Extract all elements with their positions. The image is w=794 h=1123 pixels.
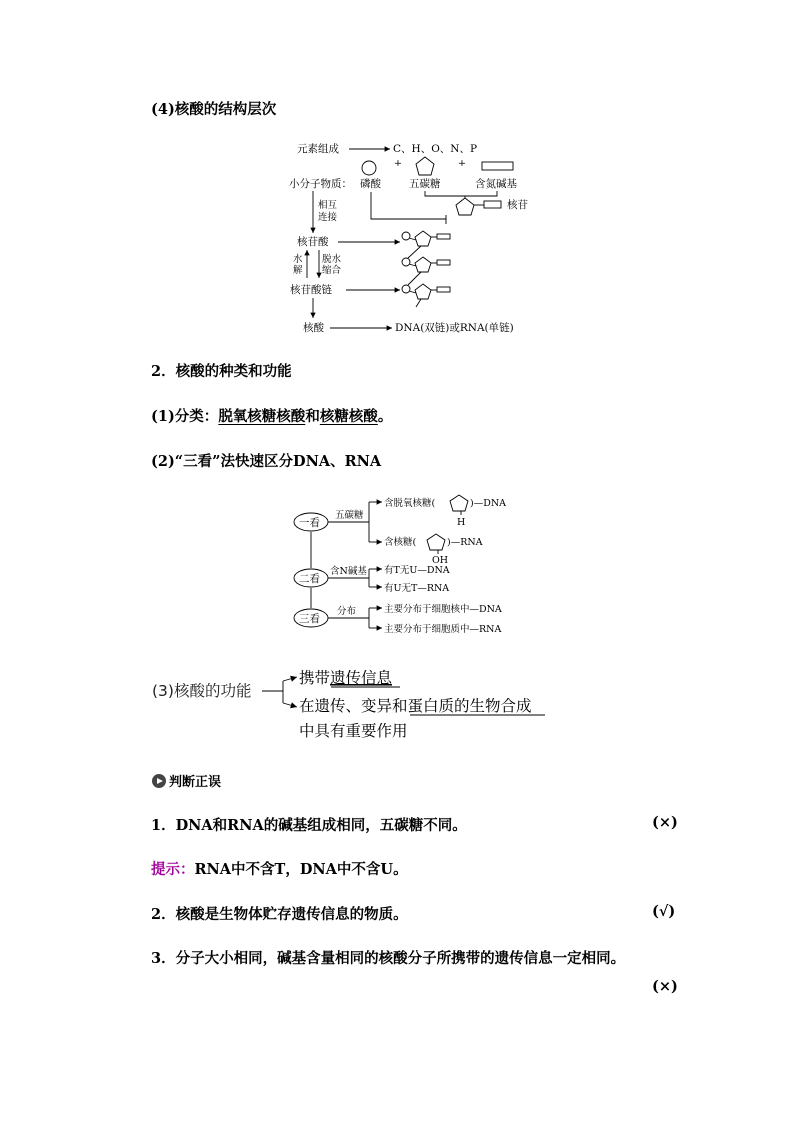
hint-text: RNA中不含T，DNA中不含U。 [194, 861, 408, 878]
question-2-answer: (√) [652, 903, 676, 920]
dehydration-text-2: 缩合 [322, 265, 342, 276]
judge-title: 判断正误 [169, 775, 222, 790]
function-label: (3)核酸的功能 [152, 682, 252, 700]
link-text-2: 连接 [318, 212, 338, 223]
hydrolysis-text-2: 解 [293, 265, 303, 276]
classify-prefix: (1)分类： [151, 408, 219, 425]
classification-line [151, 405, 392, 426]
three-look-heading: (2)“三看”法快速区分DNA、RNA [151, 453, 382, 470]
nucleic-acid-label: 核酸 [303, 322, 324, 334]
nucleotide-label: 核苷酸 [297, 236, 329, 248]
function-item1 [299, 668, 393, 687]
look1-option-b-pre: 含核糖( [384, 537, 417, 548]
question-1: 1．DNA和RNA的碱基组成相同，五碳糖不同。 [151, 817, 467, 834]
nucleoside-pentagon-icon [456, 198, 474, 215]
look1-option-a-post: )—DNA [470, 498, 506, 509]
phosphate-circle-icon [362, 161, 376, 175]
question-1-answer: (×) [652, 814, 678, 831]
play-badge-icon [152, 774, 166, 788]
base-rect-icon [482, 162, 513, 170]
base-label: 含氮碱基 [475, 178, 517, 190]
section-heading: (4)核酸的结构层次 [151, 101, 277, 118]
look1-option-a-pre: 含脱氧核糖( [384, 498, 436, 509]
look2-option-b: 有U无T—RNA [384, 583, 450, 594]
link-text-1: 相互 [318, 200, 338, 211]
deoxyribose-icon [450, 495, 468, 511]
function-item2-pre: 在遗传、变异和 [299, 697, 408, 715]
hint-row [151, 858, 408, 879]
pentose-pentagon-icon [416, 157, 434, 175]
chain-label: 核苷酸链 [290, 284, 332, 296]
look3-text: 三看 [299, 613, 320, 625]
look2-option-a: 有T无U—DNA [384, 565, 450, 576]
and-text: 和 [305, 408, 320, 425]
question-2: 2．核酸是生物体贮存遗传信息的物质。 [151, 906, 408, 923]
chain-nucleotide-icon [415, 257, 431, 272]
dehydration-text-1: 脱水 [322, 254, 342, 265]
hint-label: 提示： [151, 861, 195, 878]
look1-option-b-sub: OH [432, 555, 449, 566]
plus-sign: + [394, 158, 402, 169]
pentose-label: 五碳糖 [409, 178, 441, 190]
function-item2 [299, 696, 532, 715]
nucleoside-label: 核苷 [507, 199, 528, 211]
function-item2-continued: 中具有重要作用 [299, 722, 408, 740]
three-look-diagram [0, 480, 794, 640]
question-3: 3．分子大小相同，碱基含量相同的核酸分子所携带的遗传信息一定相同。 [151, 950, 626, 967]
small-molecule-label: 小分子物质： [289, 178, 352, 190]
ribose-icon [427, 534, 445, 550]
element-composition-label: 元素组成 [297, 143, 339, 155]
nucleoside-base-icon [484, 201, 501, 208]
look3-label: 分布 [337, 606, 357, 617]
look3-option-b: 主要分布于细胞质中—RNA [384, 624, 502, 635]
function-item2-underlined: 蛋白质的生物合成 [407, 697, 532, 715]
hydrolysis-text-1: 水 [293, 254, 303, 265]
nucleotide-icon [415, 231, 431, 246]
function-item1-underlined: 遗传信息 [330, 669, 393, 687]
rna-type: 核糖核酸 [319, 408, 378, 425]
chain-nucleotide-icon [415, 284, 431, 299]
dna-type: 脱氧核糖核酸 [218, 408, 306, 425]
look1-option-a-sub: H [457, 517, 466, 528]
nucleic-acid-structure-diagram [0, 0, 794, 340]
question-3-answer: (×) [652, 978, 678, 995]
result-text: DNA(双链)或RNA(单链) [395, 322, 514, 334]
function-diagram [0, 660, 794, 750]
period: 。 [377, 408, 393, 425]
look1-text: 一看 [299, 517, 320, 529]
look3-option-a: 主要分布于细胞核中—DNA [384, 604, 502, 615]
phosphate-label: 磷酸 [360, 178, 381, 190]
look1-label: 五碳糖 [335, 510, 364, 521]
plus-sign: + [458, 158, 466, 169]
look2-text: 二看 [299, 573, 320, 585]
section-heading: 2．核酸的种类和功能 [151, 363, 292, 380]
look2-label: 含N碱基 [330, 566, 367, 577]
elements-text: C、H、O、N、P [393, 143, 478, 155]
look1-option-b-post: )—RNA [447, 537, 483, 548]
judge-title-row [152, 771, 221, 790]
function-item1-pre: 携带 [299, 669, 331, 687]
